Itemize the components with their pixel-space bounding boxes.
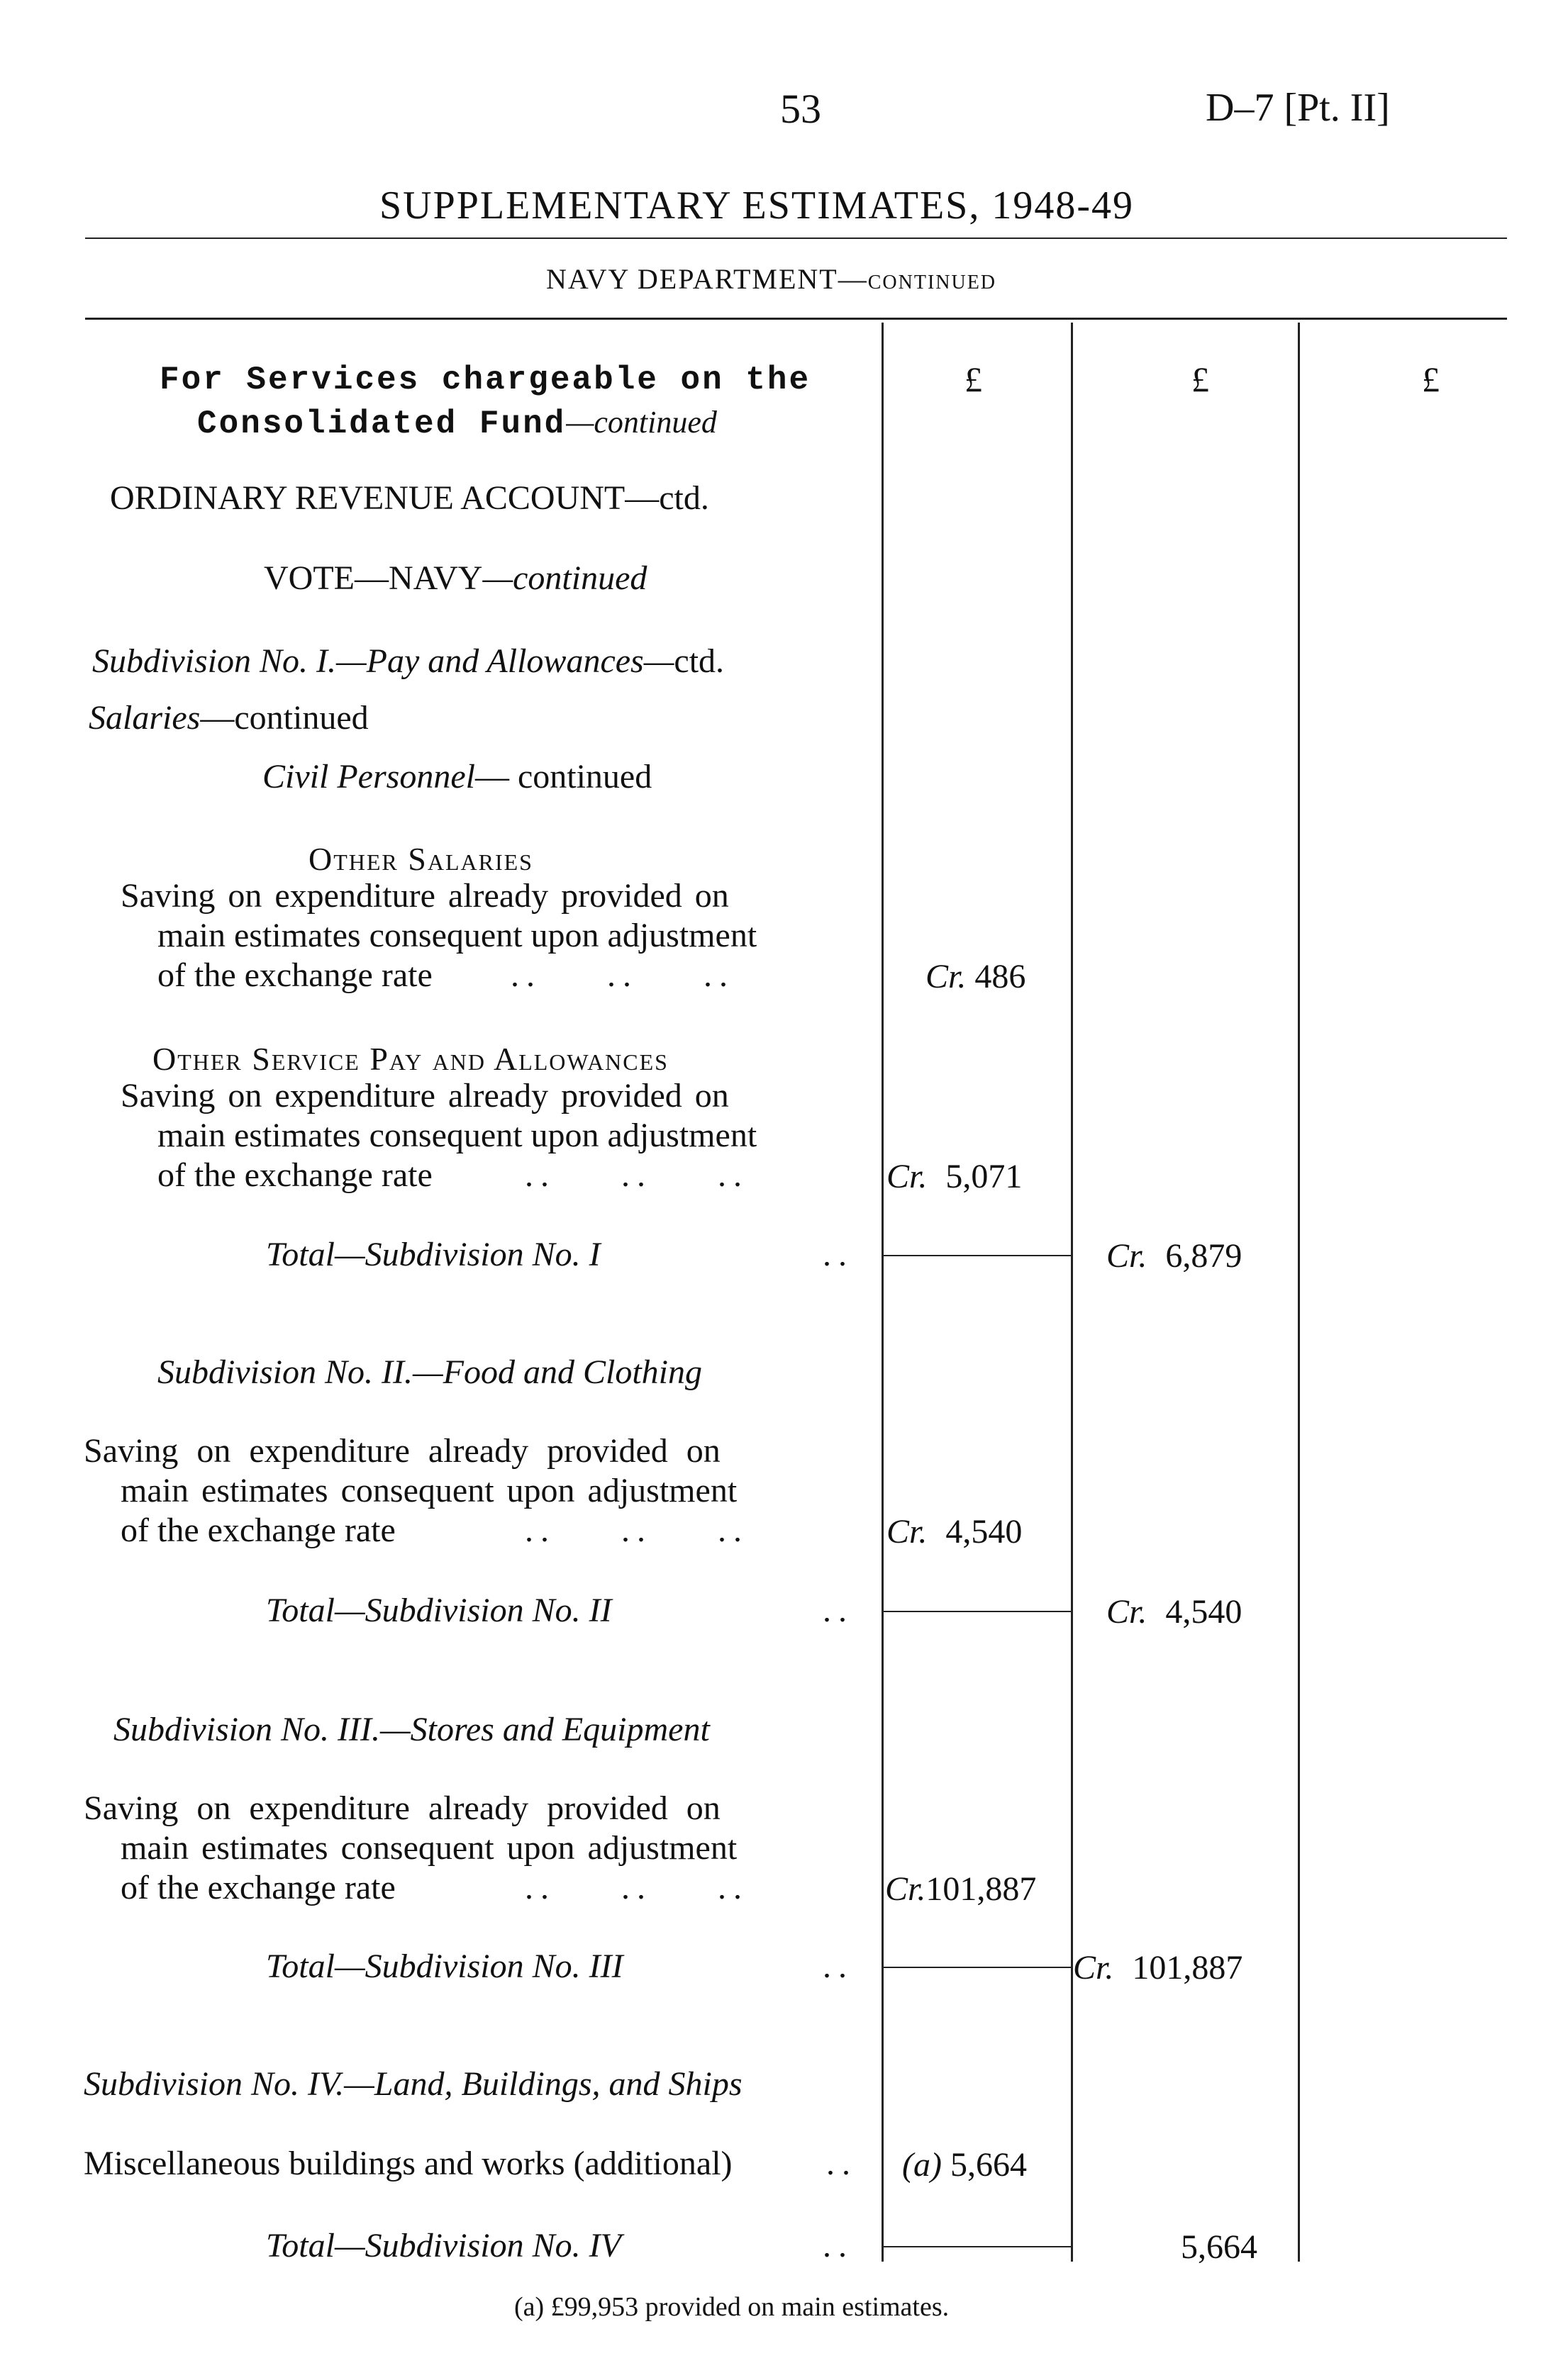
- subdivision-3-total-dots: ..: [823, 1948, 854, 1985]
- subdivision-2-value: 4,540: [945, 1513, 1023, 1551]
- other-salaries-amount: [925, 957, 1025, 996]
- department-heading: NAVY DEPARTMENT—continued: [546, 263, 997, 295]
- subdivision-2-total-dots: ..: [823, 1592, 854, 1629]
- subdivision-3-total-cr: Cr.: [1073, 1949, 1114, 1987]
- other-service-cr: Cr.: [886, 1158, 928, 1195]
- table-top-rule: [85, 318, 1507, 320]
- subdivision-3-value: 101,887: [925, 1870, 1037, 1908]
- subdivision-4-value: 5,664: [950, 2146, 1027, 2184]
- subdivision-2-total-label: Total—Subdivision No. II: [266, 1592, 612, 1629]
- subdivision-3-heading: Subdivision No. III.—Stores and Equipment: [113, 1711, 710, 1748]
- subdivision-3-cr: Cr.: [885, 1870, 926, 1908]
- column-rule-1: [882, 323, 884, 2262]
- subdivision-1-total-cr: Cr.: [1106, 1237, 1147, 1275]
- subdivision-3-line2: main estimates consequent upon adjustment: [121, 1829, 738, 1867]
- subdivision-4-item-label: Miscellaneous buildings and works (additional): [84, 2145, 733, 2182]
- subdivision-3-total-rule: [883, 1967, 1071, 1968]
- page-number: 53: [780, 86, 821, 132]
- subdivision-2-line2: main estimates consequent upon adjustment: [121, 1472, 738, 1509]
- subdivision-2-total-value: 4,540: [1165, 1593, 1242, 1631]
- subdivision-1-title: Subdivision No. I.—Pay and Allowances—: [92, 642, 674, 680]
- salaries-label: Salaries: [89, 699, 201, 737]
- subdivision-2-line3: of the exchange rate: [121, 1512, 396, 1549]
- vote-heading-main: VOTE—NAVY: [264, 559, 483, 597]
- other-salaries-line3: of the exchange rate: [157, 956, 433, 994]
- subdivision-2-dots: .. .. ..: [525, 1512, 749, 1549]
- other-salaries-dots: .. .. ..: [511, 956, 735, 994]
- subdivision-1-total-amount: [1106, 1236, 1242, 1275]
- subdivision-1-total-rule: [883, 1255, 1071, 1256]
- currency-column-3: £: [1422, 359, 1440, 399]
- subdivision-2-total-rule: [883, 1611, 1071, 1612]
- subdivision-3-dots: .. .. ..: [525, 1869, 749, 1906]
- subdivision-1-total-dots: ..: [823, 1236, 854, 1273]
- subdivision-2-line1: Saving on expenditure already provided on: [84, 1432, 721, 1470]
- other-salaries-line1: Saving on expenditure already provided on: [121, 877, 729, 915]
- other-salaries-line2: main estimates consequent upon adjustment: [157, 917, 757, 954]
- civil-personnel-heading: [262, 757, 652, 797]
- vote-heading-suffix: —continued: [482, 559, 647, 597]
- fund-continued: —continued: [566, 405, 717, 440]
- civil-personnel-suffix: — continued: [474, 758, 652, 795]
- fund-heading-line2: [197, 403, 717, 442]
- subdivision-3-line3: of the exchange rate: [121, 1869, 396, 1906]
- column-rule-3: [1298, 323, 1300, 2262]
- other-service-line2: main estimates consequent upon adjustment: [157, 1117, 757, 1154]
- subdivision-2-total-amount: [1106, 1592, 1242, 1631]
- subdivision-4-total-label: Total—Subdivision No. IV: [266, 2227, 621, 2264]
- subdivision-1-title-suffix: ctd.: [674, 642, 725, 680]
- other-service-amount: [886, 1157, 1022, 1196]
- salaries-heading: [89, 698, 369, 738]
- fund-name: Consolidated Fund: [197, 406, 567, 442]
- currency-column-1: £: [964, 359, 982, 399]
- other-service-heading: Other Service Pay and Allowances: [152, 1041, 669, 1077]
- subdivision-3-total-amount: [1073, 1948, 1242, 1987]
- subdivision-3-total-label: Total—Subdivision No. III: [266, 1948, 623, 1985]
- subdivision-1-total-value: 6,879: [1165, 1237, 1242, 1275]
- subdivision-4-note-marker: (a): [902, 2146, 942, 2184]
- subdivision-2-amount: [886, 1512, 1022, 1551]
- page-title: SUPPLEMENTARY ESTIMATES, 1948-49: [379, 184, 1134, 228]
- subdivision-4-total-amount: 5,664: [1181, 2228, 1257, 2266]
- salaries-suffix: —continued: [200, 699, 369, 737]
- subdivision-1-total-label: Total—Subdivision No. I: [266, 1236, 601, 1273]
- other-service-line1: Saving on expenditure already provided on: [121, 1077, 729, 1114]
- footnote: (a) £99,953 provided on main estimates.: [514, 2292, 950, 2322]
- account-heading: ORDINARY REVENUE ACCOUNT—ctd.: [110, 479, 709, 517]
- fund-heading-line1: For Services chargeable on the: [160, 362, 811, 398]
- other-salaries-cr: Cr.: [925, 958, 967, 995]
- other-service-line3: of the exchange rate: [157, 1156, 433, 1194]
- subdivision-2-heading: Subdivision No. II.—Food and Clothing: [157, 1353, 702, 1391]
- subdivision-3-total-value: 101,887: [1132, 1949, 1243, 1987]
- currency-column-2: £: [1191, 359, 1209, 399]
- subdivision-3-line1: Saving on expenditure already provided on: [84, 1789, 721, 1827]
- title-rule: [85, 238, 1507, 239]
- subdivision-4-heading: Subdivision No. IV.—Land, Buildings, and Ships: [84, 2065, 743, 2103]
- subdivision-3-amount: [885, 1870, 1036, 1909]
- other-service-value: 5,071: [945, 1158, 1023, 1195]
- other-salaries-heading: Other Salaries: [308, 841, 533, 877]
- page-reference: D–7 [Pt. II]: [1206, 86, 1390, 130]
- subdivision-4-total-dots: ..: [823, 2227, 854, 2264]
- subdivision-1-heading: [92, 642, 724, 681]
- subdivision-4-item-dots: ..: [826, 2145, 857, 2182]
- subdivision-4-amount: [902, 2145, 1027, 2184]
- other-salaries-value: 486: [974, 958, 1026, 995]
- subdivision-4-total-rule: [883, 2246, 1071, 2247]
- vote-heading: [264, 559, 647, 598]
- civil-personnel-label: Civil Personnel: [262, 758, 475, 795]
- subdivision-2-cr: Cr.: [886, 1513, 928, 1551]
- subdivision-2-total-cr: Cr.: [1106, 1593, 1147, 1631]
- other-service-dots: .. .. ..: [525, 1156, 749, 1194]
